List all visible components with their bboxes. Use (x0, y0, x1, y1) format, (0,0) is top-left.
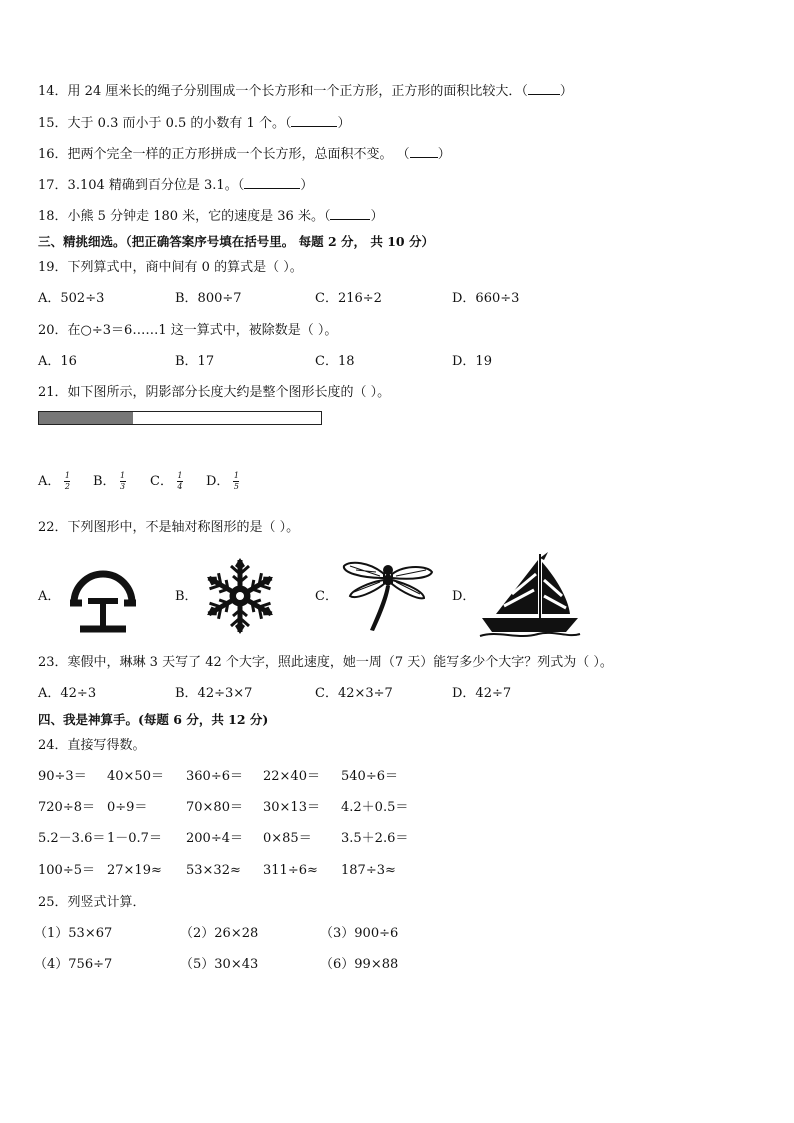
mental-math-item[interactable]: 53×32≈ (186, 863, 241, 878)
question-15-text: 15．大于 0.3 而小于 0.5 的小数有 1 个。（ (38, 116, 292, 131)
mental-math-item[interactable]: 27×19≈ (107, 863, 162, 878)
q21-option-c[interactable] (150, 472, 183, 491)
vertical-calc-item[interactable]: （1）53×67 (34, 926, 113, 941)
q21-option-b-label: B． (93, 474, 116, 489)
q21-option-a[interactable] (38, 472, 70, 491)
q21-option-c-label: C． (150, 474, 173, 489)
q20-option-d[interactable]: D．19 (452, 354, 492, 369)
q21-option-a-label: A． (38, 474, 61, 489)
q22-option-b-label[interactable]: B． (175, 589, 198, 604)
fraction-numerator: 1 (64, 471, 70, 480)
vertical-calc-item[interactable]: （2）26×28 (180, 926, 259, 941)
mental-math-item[interactable]: 5.2－3.6＝ (38, 831, 106, 846)
mental-math-item[interactable]: 90÷3＝ (38, 769, 87, 784)
question-18-close: ） (370, 209, 384, 224)
question-25-stem: 25．列竖式计算． (38, 895, 146, 910)
mental-math-item[interactable]: 187÷3≈ (341, 863, 396, 878)
question-14 (38, 82, 573, 101)
mental-math-item[interactable]: 311÷6≈ (263, 863, 318, 878)
q23-option-c[interactable]: C．42×3÷7 (315, 686, 393, 701)
q22-option-a-label[interactable]: A． (38, 589, 61, 604)
snowflake-icon (200, 556, 280, 636)
vertical-calc-item[interactable]: （5）30×43 (180, 957, 259, 972)
fraction-one-half (64, 472, 70, 491)
mental-math-item[interactable]: 3.5＋2.6＝ (341, 831, 409, 846)
mental-math-item[interactable]: 22×40＝ (263, 769, 320, 784)
fraction-denominator: 4 (177, 482, 183, 491)
question-18 (38, 207, 383, 226)
mental-math-item[interactable]: 4.2＋0.5＝ (341, 800, 409, 815)
q21-option-d-label: D． (206, 474, 230, 489)
mental-math-item[interactable]: 40×50＝ (107, 769, 164, 784)
question-16-close: ） (437, 147, 451, 162)
q20-option-a[interactable]: A．16 (38, 354, 77, 369)
section-4-title: 四、我是神算手。(每题 6 分，共 12 分) (38, 712, 269, 727)
question-17-close: ） (300, 178, 314, 193)
mental-math-item[interactable]: 540÷6＝ (341, 769, 398, 784)
mental-math-item[interactable]: 1－0.7＝ (107, 831, 162, 846)
question-21-stem: 21．如下图所示，阴影部分长度大约是整个图形长度的（ ）。 (38, 385, 391, 400)
q21-option-d[interactable] (206, 472, 239, 491)
question-15-close: ） (337, 116, 351, 131)
mental-math-item[interactable]: 100÷5＝ (38, 863, 95, 878)
vertical-calc-item[interactable]: （6）99×88 (320, 957, 399, 972)
fraction-denominator: 2 (64, 482, 70, 491)
question-18-text: 18．小熊 5 分钟走 180 米，它的速度是 36 米。（ (38, 209, 331, 224)
q23-option-a[interactable]: A．42÷3 (38, 686, 97, 701)
fraction-numerator: 1 (120, 471, 126, 480)
fraction-numerator: 1 (177, 471, 183, 480)
dragonfly-icon (340, 558, 436, 636)
fraction-one-third (120, 472, 126, 491)
answer-blank-18[interactable] (330, 207, 370, 220)
question-14-text: 14．用 24 厘米长的绳子分别围成一个长方形和一个正方形，正方形的面积比较大．（ (38, 84, 528, 99)
fraction-denominator: 3 (120, 482, 126, 491)
q19-option-a[interactable]: A．502÷3 (38, 291, 105, 306)
question-17-text: 17．3.104 精确到百分位是 3.1。（ (38, 178, 245, 193)
q22-option-c-label[interactable]: C． (315, 589, 338, 604)
question-20-stem: 20．在○÷3＝6……1 这一算式中，被除数是（ ）。 (38, 323, 338, 338)
question-23-stem: 23．寒假中，琳琳 3 天写了 42 个大字，照此速度，她一周（7 天）能写多少个大字？列式为（ ）。 (38, 655, 613, 670)
fraction-one-quarter (177, 472, 183, 491)
question-16 (38, 145, 451, 164)
railway-logo-icon (62, 557, 144, 637)
q21-option-b[interactable] (93, 472, 126, 491)
q20-option-b[interactable]: B．17 (175, 354, 215, 369)
sailboat-icon (478, 550, 582, 642)
mental-math-item[interactable]: 720÷8＝ (38, 800, 95, 815)
section-3-title: 三、精挑细选。（把正确答案序号填在括号里。 每题 2 分， 共 10 分） (38, 234, 434, 249)
q19-option-c[interactable]: C．216÷2 (315, 291, 382, 306)
mental-math-item[interactable]: 200÷4＝ (186, 831, 243, 846)
fraction-one-fifth (233, 472, 239, 491)
answer-blank-14[interactable] (528, 82, 560, 95)
mental-math-item[interactable]: 30×13＝ (263, 800, 320, 815)
answer-blank-16[interactable] (410, 145, 438, 158)
q23-option-b[interactable]: B．42÷3×7 (175, 686, 253, 701)
question-16-text: 16．把两个完全一样的正方形拼成一个长方形，总面积不变。 （ (38, 147, 410, 162)
question-19-stem: 19．下列算式中，商中间有 0 的算式是（ ）。 (38, 260, 303, 275)
mental-math-item[interactable]: 0÷9＝ (107, 800, 148, 815)
mental-math-item[interactable]: 360÷6＝ (186, 769, 243, 784)
fraction-numerator: 1 (233, 471, 239, 480)
vertical-calc-item[interactable]: （3）900÷6 (320, 926, 399, 941)
mental-math-item[interactable]: 70×80＝ (186, 800, 243, 815)
question-17 (38, 176, 313, 195)
vertical-calc-item[interactable]: （4）756÷7 (34, 957, 113, 972)
question-15 (38, 114, 350, 133)
fraction-denominator: 5 (233, 482, 239, 491)
mental-math-item[interactable]: 0×85＝ (263, 831, 312, 846)
length-bar-shaded (39, 412, 133, 424)
answer-blank-15[interactable] (291, 114, 337, 127)
question-14-close: ） (559, 84, 573, 99)
q19-option-b[interactable]: B．800÷7 (175, 291, 242, 306)
q23-option-d[interactable]: D．42÷7 (452, 686, 512, 701)
question-24-stem: 24．直接写得数。 (38, 738, 146, 753)
q22-option-d-label[interactable]: D． (452, 589, 476, 604)
answer-blank-17[interactable] (244, 176, 300, 189)
q20-option-c[interactable]: C．18 (315, 354, 355, 369)
length-bar (38, 411, 322, 425)
q19-option-d[interactable]: D．660÷3 (452, 291, 520, 306)
question-22-stem: 22．下列图形中，不是轴对称图形的是（ ）。 (38, 520, 300, 535)
